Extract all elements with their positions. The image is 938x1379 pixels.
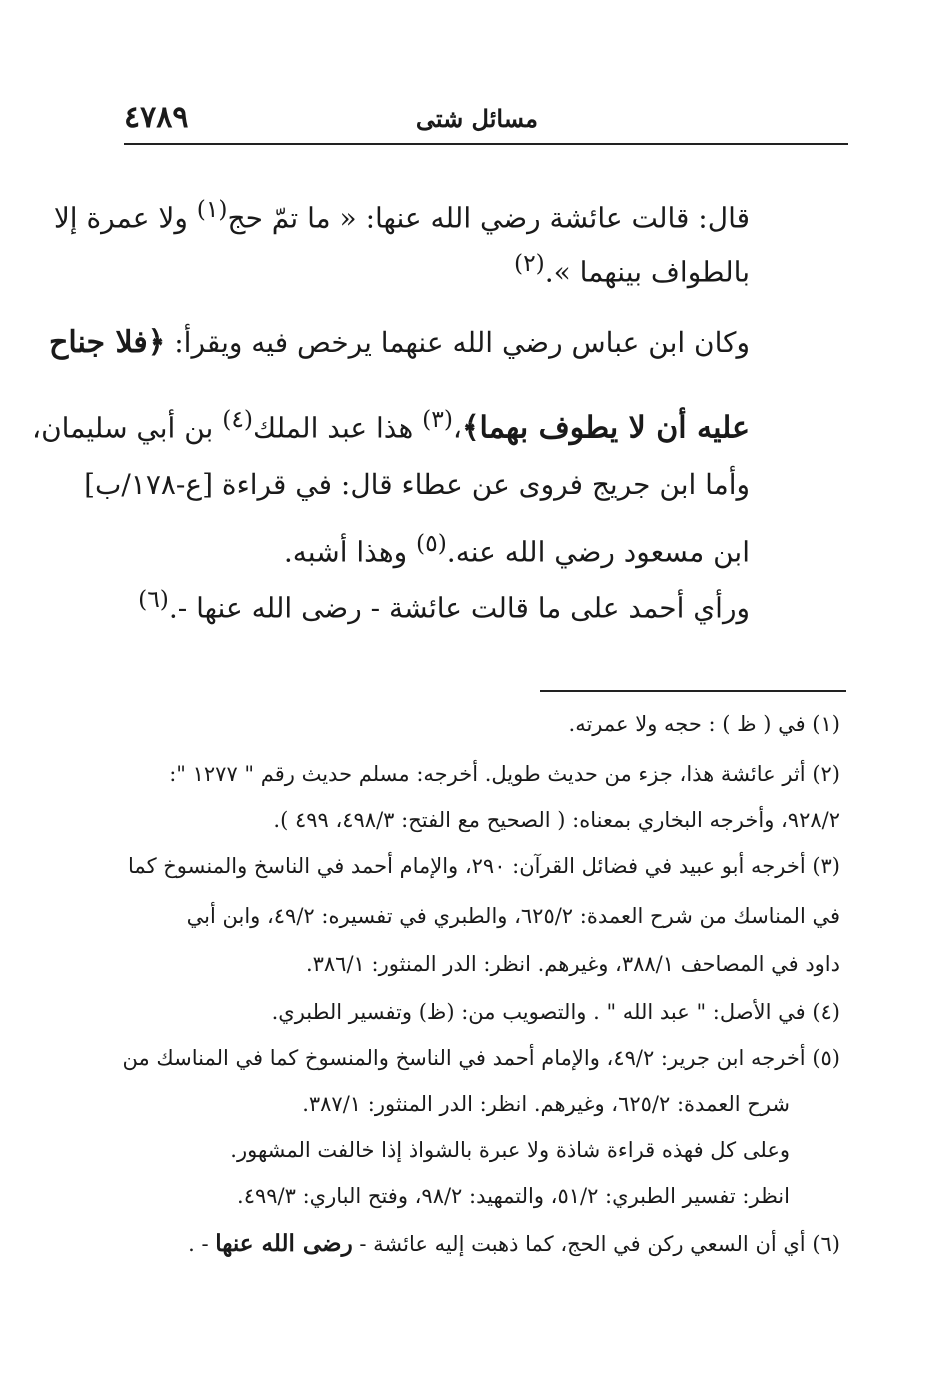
text-line: وكان ابن عباس رضي الله عنهما يرخص فيه ويقرأ: ﴿فلا جناح — [48, 325, 750, 360]
text-line: عليه أن لا يطوف بهما﴾،$^{(٣)}$ هذا عبد الملك$^{(٤)}$ بن أبي سليمان، — [32, 405, 750, 446]
text-line: وأما ابن جريج فروى عن عطاء قال: في قراءة [ع-١٧٨/ب] — [84, 468, 750, 501]
footnote-line: في المناسك من شرح العمدة: ٦٢٥/٢، والطبري في تفسيره: ٤٩/٢، وابن أبي — [186, 904, 840, 928]
footnote-line: شرح العمدة: ٦٢٥/٢، وغيرهم. انظر: الدر المنثور: ٣٨٧/١. — [302, 1092, 790, 1116]
footnote-line: ٩٢٨/٢، وأخرجه البخاري بمعناه: ( الصحيح مع الفتح: ٤٩٨/٣، ٤٩٩ ). — [273, 808, 840, 832]
header-divider — [124, 143, 848, 145]
footnote-line: انظر: تفسير الطبري: ٥١/٢، والتمهيد: ٩٨/٢، وفتح الباري: ٤٩٩/٣. — [237, 1184, 790, 1208]
footnote-line: (٢) أثر عائشة هذا، جزء من حديث طويل. أخرجه: مسلم حديث رقم " ١٢٧٧ ": — [169, 762, 840, 786]
footnote-divider — [540, 690, 846, 692]
footnote-line: (٥) أخرجه ابن جرير: ٤٩/٢، والإمام أحمد في الناسخ والمنسوخ كما في المناسك من — [122, 1046, 840, 1070]
footnote-line: (١) في ( ظ ) : حجه ولا عمرته. — [568, 712, 840, 736]
running-title: مسائل شتى — [415, 104, 538, 133]
text-line: ورأي أحمد على ما قالت عائشة - رضى الله عنها -.$^{(٦)}$ — [138, 585, 750, 625]
text-line: قال: قالت عائشة رضي الله عنها: « ما تمّ حج$^{(١)}$ ولا عمرة إلا — [53, 195, 750, 235]
footnote-line: وعلى كل فهذه قراءة شاذة ولا عبرة بالشواذ إذا خالفت المشهور. — [230, 1138, 790, 1162]
footnote-line: (٤) في الأصل: " عبد الله " . والتصويب من: (ظ) وتفسير الطبري. — [271, 1000, 840, 1024]
text-line: ابن مسعود رضي الله عنه.$^{(٥)}$ وهذا أشبه. — [283, 529, 750, 569]
footnote-line: (٣) أخرجه أبو عبيد في فضائل القرآن: ٢٩٠، والإمام أحمد في الناسخ والمنسوخ كما — [128, 854, 840, 878]
page-header — [124, 96, 848, 138]
footnote-line: داود في المصاحف ٣٨٨/١، وغيرهم. انظر: الدر المنثور: ٣٨٦/١. — [305, 952, 840, 976]
footnote-line: (٦) أي أن السعي ركن في الحج، كما ذهبت إليه عائشة - رضى الله عنها - . — [188, 1230, 840, 1257]
text-line: بالطواف بينهما ».$^{(٢)}$ — [514, 249, 750, 289]
page-number: ٤٧٨٩ — [124, 100, 189, 135]
